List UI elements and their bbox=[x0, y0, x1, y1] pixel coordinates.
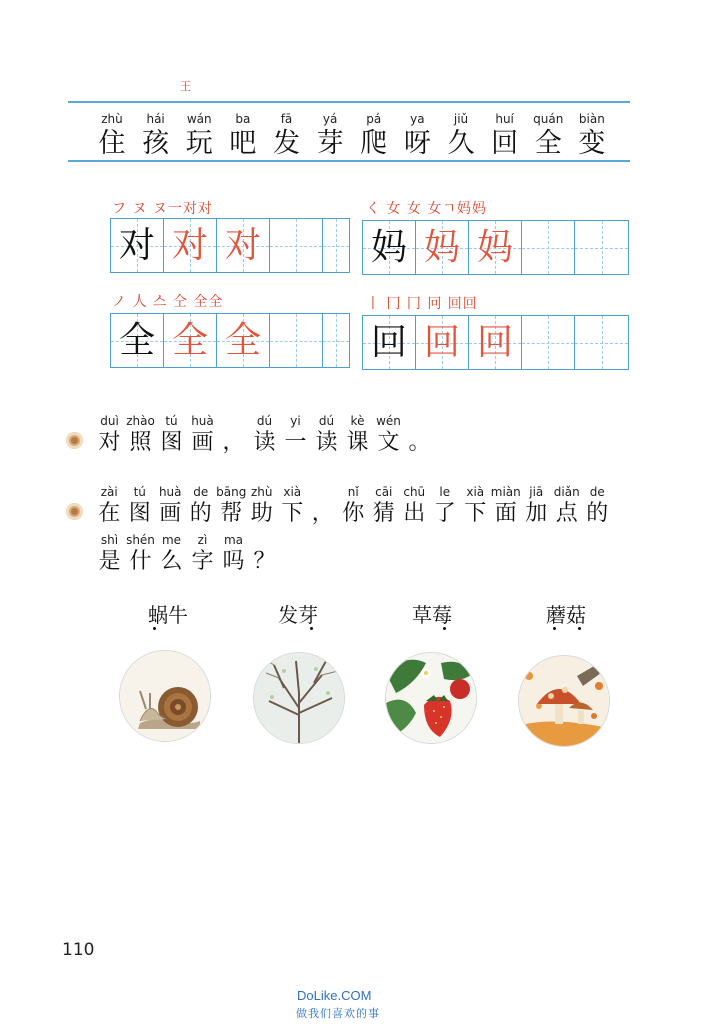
vocab-item bbox=[179, 112, 219, 161]
hanzi: 加 bbox=[525, 501, 548, 526]
pinyin-char-pair bbox=[280, 413, 311, 457]
emphasis-dot bbox=[153, 627, 156, 630]
vocab-item bbox=[223, 112, 263, 161]
hanzi: 什 bbox=[129, 549, 152, 574]
vocab-pinyin: zhù bbox=[101, 112, 123, 126]
practice-box[interactable] bbox=[270, 314, 323, 367]
emphasis-dot bbox=[443, 627, 446, 630]
model-char: 回 bbox=[370, 322, 407, 363]
hanzi: 对 bbox=[98, 430, 121, 455]
vocab-pinyin: ya bbox=[410, 112, 425, 126]
pinyin bbox=[218, 413, 249, 429]
vocab-hanzi: 玩 bbox=[185, 128, 213, 159]
practice-box[interactable] bbox=[575, 316, 628, 369]
pinyin: yi bbox=[290, 414, 301, 428]
stroke-order-quan: ノ 人 스 仝 全全 bbox=[112, 294, 224, 310]
vocab-item bbox=[267, 112, 307, 161]
trace-char: 全 bbox=[171, 320, 208, 361]
practice-box[interactable] bbox=[522, 316, 575, 369]
hanzi: 图 bbox=[128, 501, 151, 526]
hanzi: 点 bbox=[555, 501, 578, 526]
pinyin-char-pair bbox=[342, 413, 373, 457]
pinyin bbox=[404, 413, 435, 429]
hanzi: 帮 bbox=[220, 501, 243, 526]
pinyin-char-pair bbox=[404, 413, 435, 457]
pinyin-char-pair bbox=[94, 484, 125, 528]
hanzi: 读 bbox=[253, 430, 276, 455]
emphasis-dot bbox=[553, 627, 556, 630]
pinyin: bāng bbox=[216, 485, 247, 499]
hanzi: 字 bbox=[191, 549, 214, 574]
hanzi: 面 bbox=[494, 501, 517, 526]
mushroom-image bbox=[518, 655, 610, 747]
trace-char: 对 bbox=[171, 225, 208, 266]
hanzi: 你 bbox=[342, 501, 365, 526]
hanzi: 照 bbox=[129, 430, 152, 455]
vocab-hanzi: 呀 bbox=[403, 128, 431, 159]
stroke-order-ma: く 女 女 女ㄱ妈妈 bbox=[366, 201, 487, 217]
pinyin-char-pair bbox=[247, 484, 278, 528]
model-char: 对 bbox=[118, 225, 155, 266]
hanzi: 。 bbox=[408, 430, 431, 455]
pinyin-char-pair bbox=[430, 484, 461, 528]
hanzi: 是 bbox=[98, 549, 121, 574]
practice-box[interactable] bbox=[323, 314, 349, 367]
pinyin bbox=[249, 532, 280, 548]
pinyin-char-pair bbox=[308, 484, 339, 528]
pinyin: dú bbox=[256, 414, 273, 428]
model-char: 妈 bbox=[370, 227, 407, 268]
strawberry-image bbox=[385, 652, 477, 744]
pinyin-char-pair bbox=[552, 484, 583, 528]
pinyin: me bbox=[161, 533, 182, 547]
pinyin: tú bbox=[133, 485, 146, 499]
watermark-slogan: 做我们喜欢的事 bbox=[296, 1007, 380, 1020]
hanzi: 么 bbox=[160, 549, 183, 574]
vocab-pinyin: wán bbox=[186, 112, 212, 126]
hanzi: 下 bbox=[464, 501, 487, 526]
pinyin-char-pair bbox=[216, 484, 247, 528]
hanzi: ？ bbox=[253, 549, 276, 574]
pinyin: xià bbox=[466, 485, 485, 499]
pinyin-char-pair bbox=[187, 413, 218, 457]
word-label-cao-mei: 草莓 bbox=[412, 603, 452, 627]
vocab-item bbox=[397, 112, 437, 161]
task2-line2 bbox=[94, 532, 280, 576]
vocab-item bbox=[528, 112, 568, 161]
vocab-hanzi: 回 bbox=[491, 128, 519, 159]
stroke-order-dui: フ ヌ ヌ一对对 bbox=[112, 201, 213, 217]
hanzi: 出 bbox=[403, 501, 426, 526]
pinyin-char-pair bbox=[187, 532, 218, 576]
practice-box[interactable] bbox=[323, 219, 349, 272]
pinyin: de bbox=[193, 485, 209, 499]
trace-char: 对 bbox=[224, 225, 261, 266]
word-label-wo-niu: 蜗牛 bbox=[148, 603, 188, 627]
hanzi: 一 bbox=[284, 430, 307, 455]
hanzi: 画 bbox=[191, 430, 214, 455]
vocab-item bbox=[572, 112, 612, 161]
pinyin: zhào bbox=[126, 414, 155, 428]
trace-char: 妈 bbox=[423, 227, 460, 268]
vocab-item bbox=[310, 112, 350, 161]
task-badge-icon bbox=[66, 432, 83, 449]
top-red-mark: 王 bbox=[180, 80, 191, 93]
vocab-item bbox=[92, 112, 132, 161]
hanzi: 画 bbox=[159, 501, 182, 526]
task2-line1 bbox=[94, 484, 613, 528]
pinyin-char-pair bbox=[186, 484, 217, 528]
hanzi: 图 bbox=[160, 430, 183, 455]
vocab-pinyin: pá bbox=[366, 112, 382, 126]
pinyin-char-pair bbox=[125, 484, 156, 528]
pinyin-char-pair bbox=[156, 413, 187, 457]
vocab-pinyin: yá bbox=[322, 112, 338, 126]
vocab-pinyin: hái bbox=[146, 112, 165, 126]
page-number: 110 bbox=[62, 940, 95, 960]
pinyin: zì bbox=[197, 533, 208, 547]
word-label-mo-gu: 蘑菇 bbox=[546, 603, 586, 627]
hanzi: 的 bbox=[586, 501, 609, 526]
vocab-pinyin: fā bbox=[280, 112, 293, 126]
pinyin: wén bbox=[376, 414, 401, 428]
pinyin-char-pair bbox=[156, 532, 187, 576]
pinyin-char-pair bbox=[249, 413, 280, 457]
pinyin-char-pair bbox=[373, 413, 404, 457]
vocab-hanzi: 变 bbox=[578, 128, 606, 159]
vocab-pinyin: ba bbox=[235, 112, 251, 126]
writing-grid-quan bbox=[110, 313, 350, 368]
pinyin-char-pair bbox=[399, 484, 430, 528]
vocab-item bbox=[354, 112, 394, 161]
hanzi: 读 bbox=[315, 430, 338, 455]
vocab-pinyin: jiǔ bbox=[453, 112, 469, 126]
hanzi: 的 bbox=[189, 501, 212, 526]
task1-line bbox=[94, 413, 435, 457]
pinyin: diǎn bbox=[553, 485, 580, 499]
pinyin: de bbox=[589, 485, 605, 499]
pinyin: zhù bbox=[250, 485, 273, 499]
hanzi: 课 bbox=[346, 430, 369, 455]
pinyin-char-pair bbox=[218, 413, 249, 457]
pinyin: xià bbox=[283, 485, 302, 499]
hanzi: 吗 bbox=[222, 549, 245, 574]
pinyin: miàn bbox=[490, 485, 521, 499]
hanzi: 了 bbox=[433, 501, 456, 526]
pinyin: shì bbox=[100, 533, 119, 547]
snail-image bbox=[119, 650, 211, 742]
pinyin: duì bbox=[100, 414, 119, 428]
vocab-item bbox=[136, 112, 176, 161]
pinyin-char-pair bbox=[125, 532, 156, 576]
vocab-item bbox=[441, 112, 481, 161]
pinyin-char-pair bbox=[460, 484, 491, 528]
pinyin: jiā bbox=[529, 485, 544, 499]
pinyin-char-pair bbox=[155, 484, 186, 528]
vocab-hanzi: 爬 bbox=[360, 128, 388, 159]
pinyin: cāi bbox=[375, 485, 393, 499]
pinyin-char-pair bbox=[125, 413, 156, 457]
pinyin: shén bbox=[126, 533, 155, 547]
pinyin: le bbox=[439, 485, 451, 499]
vocab-item bbox=[485, 112, 525, 161]
vocab-row bbox=[92, 112, 612, 161]
pinyin-char-pair bbox=[369, 484, 400, 528]
hanzi: 助 bbox=[250, 501, 273, 526]
pinyin-char-pair bbox=[94, 532, 125, 576]
pinyin: chū bbox=[403, 485, 426, 499]
writing-grid-dui bbox=[110, 218, 350, 273]
hanzi: 猜 bbox=[372, 501, 395, 526]
emphasis-dot bbox=[310, 627, 313, 630]
model-char: 全 bbox=[118, 320, 155, 361]
practice-box[interactable] bbox=[575, 221, 628, 274]
vocab-pinyin: huí bbox=[495, 112, 514, 126]
vocab-hanzi: 芽 bbox=[316, 128, 344, 159]
vocab-hanzi: 全 bbox=[534, 128, 562, 159]
emphasis-dot bbox=[578, 627, 581, 630]
stroke-order-hui: 丨 冂 冂 冋 回回 bbox=[366, 296, 478, 312]
pinyin: zài bbox=[100, 485, 118, 499]
vocab-hanzi: 吧 bbox=[229, 128, 257, 159]
pinyin: ma bbox=[223, 533, 244, 547]
practice-box[interactable] bbox=[270, 219, 323, 272]
pinyin bbox=[308, 484, 339, 500]
pinyin-char-pair bbox=[277, 484, 308, 528]
pinyin-char-pair bbox=[491, 484, 522, 528]
pinyin: nǐ bbox=[347, 485, 359, 499]
pinyin-char-pair bbox=[582, 484, 613, 528]
pinyin-char-pair bbox=[94, 413, 125, 457]
task-badge-icon bbox=[66, 503, 83, 520]
writing-grid-hui bbox=[362, 315, 629, 370]
pinyin: tú bbox=[165, 414, 178, 428]
writing-grid-ma bbox=[362, 220, 629, 275]
pinyin: huà bbox=[191, 414, 214, 428]
pinyin-char-pair bbox=[338, 484, 369, 528]
vocab-pinyin: biàn bbox=[578, 112, 605, 126]
trace-char: 全 bbox=[224, 320, 261, 361]
vocab-pinyin: quán bbox=[533, 112, 564, 126]
hanzi: 下 bbox=[281, 501, 304, 526]
pinyin: dú bbox=[318, 414, 335, 428]
pinyin: kè bbox=[350, 414, 365, 428]
hanzi: ， bbox=[311, 501, 334, 526]
vocab-hanzi: 发 bbox=[273, 128, 300, 159]
pinyin-char-pair bbox=[521, 484, 552, 528]
sprouting-tree-image bbox=[253, 652, 345, 744]
pinyin: huà bbox=[158, 485, 182, 499]
trace-char: 回 bbox=[423, 322, 460, 363]
hanzi: 文 bbox=[377, 430, 400, 455]
hanzi: ， bbox=[222, 430, 245, 455]
trace-char: 妈 bbox=[476, 227, 513, 268]
pinyin-char-pair bbox=[218, 532, 249, 576]
trace-char: 回 bbox=[476, 322, 513, 363]
watermark-site: DoLike.COM bbox=[297, 988, 372, 1003]
pinyin-char-pair bbox=[311, 413, 342, 457]
practice-box[interactable] bbox=[522, 221, 575, 274]
vocab-bottom-rule bbox=[68, 160, 630, 162]
vocab-hanzi: 住 bbox=[98, 128, 126, 159]
vocab-hanzi: 孩 bbox=[142, 128, 170, 159]
pinyin-char-pair bbox=[249, 532, 280, 576]
word-label-fa-ya: 发芽 bbox=[278, 603, 318, 627]
vocab-top-rule bbox=[68, 101, 630, 103]
hanzi: 在 bbox=[98, 501, 121, 526]
vocab-hanzi: 久 bbox=[447, 128, 475, 159]
